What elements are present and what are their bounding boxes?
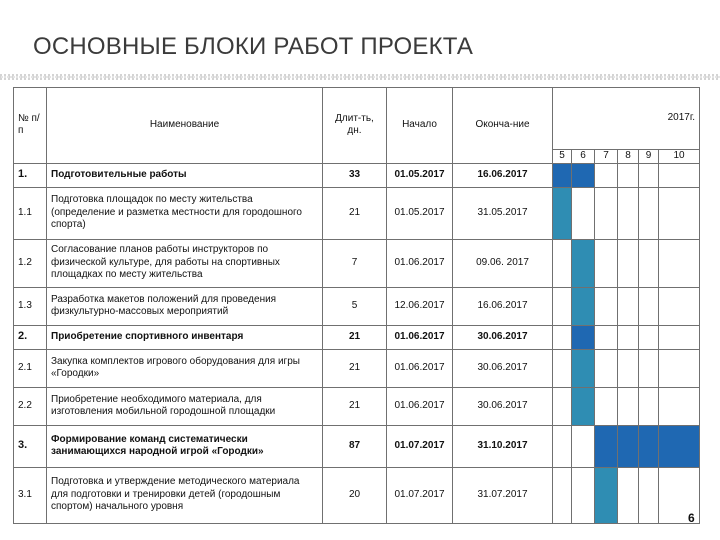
table-row bbox=[14, 287, 700, 325]
task-number: 3.1 bbox=[14, 467, 47, 523]
gantt-cell bbox=[639, 349, 659, 387]
task-start-date: 01.06.2017 bbox=[387, 387, 453, 425]
gantt-cell bbox=[595, 287, 618, 325]
gantt-cell bbox=[618, 287, 639, 325]
task-name: Приобретение спортивного инвентаря bbox=[47, 325, 323, 349]
table-row bbox=[14, 239, 700, 287]
gantt-bar bbox=[553, 163, 572, 187]
gantt-bar bbox=[572, 287, 595, 325]
gantt-cell bbox=[553, 425, 572, 467]
gantt-cell bbox=[659, 163, 700, 187]
task-duration: 21 bbox=[323, 349, 387, 387]
gantt-bar bbox=[595, 467, 618, 523]
task-name: Формирование команд систематически занимающихся народной игрой «Городки» bbox=[47, 425, 323, 467]
task-duration: 87 bbox=[323, 425, 387, 467]
task-start-date: 01.07.2017 bbox=[387, 425, 453, 467]
month-label: 9 bbox=[639, 150, 659, 164]
month-label: 5 bbox=[553, 150, 572, 164]
task-name: Согласование планов работы инструкторов по физической культуре, для работы на спортивных площадках по месту жительства bbox=[47, 239, 323, 287]
gantt-cell bbox=[618, 349, 639, 387]
gantt-bar bbox=[553, 187, 572, 239]
gantt-cell bbox=[595, 239, 618, 287]
gantt-cell bbox=[595, 187, 618, 239]
task-number: 1.2 bbox=[14, 239, 47, 287]
task-duration: 33 bbox=[323, 163, 387, 187]
gantt-cell bbox=[618, 467, 639, 523]
gantt-cell bbox=[553, 325, 572, 349]
month-label: 10 bbox=[659, 150, 700, 164]
task-name: Подготовка площадок по месту жительства (определение и разметка местности для городошного спорта) bbox=[47, 187, 323, 239]
task-end-date: 30.06.2017 bbox=[453, 325, 553, 349]
gantt-cell bbox=[595, 325, 618, 349]
task-number: 2.2 bbox=[14, 387, 47, 425]
page-title: ОСНОВНЫЕ БЛОКИ РАБОТ ПРОЕКТА bbox=[33, 33, 474, 60]
task-end-date: 30.06.2017 bbox=[453, 349, 553, 387]
gantt-cell bbox=[595, 163, 618, 187]
gantt-cell bbox=[595, 349, 618, 387]
gantt-cell bbox=[659, 349, 700, 387]
task-end-date: 16.06.2017 bbox=[453, 287, 553, 325]
gantt-cell bbox=[553, 387, 572, 425]
task-start-date: 01.05.2017 bbox=[387, 163, 453, 187]
task-start-date: 01.07.2017 bbox=[387, 467, 453, 523]
gantt-cell bbox=[618, 239, 639, 287]
gantt-cell bbox=[659, 187, 700, 239]
gantt-cell bbox=[659, 325, 700, 349]
task-duration: 21 bbox=[323, 387, 387, 425]
task-end-date: 16.06.2017 bbox=[453, 163, 553, 187]
task-duration: 21 bbox=[323, 187, 387, 239]
gantt-cell bbox=[553, 239, 572, 287]
month-label: 7 bbox=[595, 150, 618, 164]
task-number: 1.1 bbox=[14, 187, 47, 239]
table-row bbox=[14, 325, 700, 349]
header-duration: Длит-ть, дн. bbox=[323, 88, 387, 164]
gantt-cell bbox=[639, 467, 659, 523]
task-end-date: 31.05.2017 bbox=[453, 187, 553, 239]
gantt-cell bbox=[639, 187, 659, 239]
task-duration: 21 bbox=[323, 325, 387, 349]
task-number: 2.1 bbox=[14, 349, 47, 387]
gantt-cell bbox=[659, 239, 700, 287]
gantt-cell bbox=[639, 239, 659, 287]
task-name: Подготовка и утверждение методического материала для подготовки и тренировки детей (городошным спортом) начального уровня bbox=[47, 467, 323, 523]
page-number: 6 bbox=[688, 511, 695, 525]
header-num: № п/п bbox=[14, 88, 47, 164]
gantt-cell bbox=[553, 467, 572, 523]
gantt-bar bbox=[659, 425, 700, 467]
gantt-cell bbox=[659, 287, 700, 325]
gantt-cell bbox=[639, 287, 659, 325]
task-end-date: 31.10.2017 bbox=[453, 425, 553, 467]
task-start-date: 12.06.2017 bbox=[387, 287, 453, 325]
task-duration: 5 bbox=[323, 287, 387, 325]
task-name: Приобретение необходимого материала, для изготовления мобильной городошной площадки bbox=[47, 387, 323, 425]
gantt-bar bbox=[618, 425, 639, 467]
task-name: Закупка комплектов игрового оборудования для игры «Городки» bbox=[47, 349, 323, 387]
gantt-bar bbox=[572, 163, 595, 187]
gantt-bar bbox=[572, 349, 595, 387]
gantt-cell bbox=[618, 187, 639, 239]
gantt-cell bbox=[572, 425, 595, 467]
task-duration: 7 bbox=[323, 239, 387, 287]
table-row bbox=[14, 187, 700, 239]
task-name: Разработка макетов положений для проведения физкультурно-массовых мероприятий bbox=[47, 287, 323, 325]
task-end-date: 09.06. 2017 bbox=[453, 239, 553, 287]
header-row bbox=[14, 88, 700, 150]
task-number: 3. bbox=[14, 425, 47, 467]
gantt-cell bbox=[618, 325, 639, 349]
gantt-cell bbox=[553, 349, 572, 387]
task-start-date: 01.05.2017 bbox=[387, 187, 453, 239]
gantt-cell bbox=[618, 163, 639, 187]
task-start-date: 01.06.2017 bbox=[387, 239, 453, 287]
gantt-cell bbox=[659, 387, 700, 425]
gantt-bar bbox=[595, 425, 618, 467]
gantt-cell bbox=[553, 287, 572, 325]
task-number: 1. bbox=[14, 163, 47, 187]
gantt-bar bbox=[572, 387, 595, 425]
table-row bbox=[14, 163, 700, 187]
task-number: 2. bbox=[14, 325, 47, 349]
task-number: 1.3 bbox=[14, 287, 47, 325]
task-duration: 20 bbox=[323, 467, 387, 523]
table-row bbox=[14, 387, 700, 425]
task-start-date: 01.06.2017 bbox=[387, 349, 453, 387]
gantt-cell bbox=[572, 467, 595, 523]
gantt-bar bbox=[572, 325, 595, 349]
gantt-cell bbox=[618, 387, 639, 425]
header-end: Оконча-ние bbox=[453, 88, 553, 164]
project-plan-table bbox=[13, 87, 700, 524]
header-name: Наименование bbox=[47, 88, 323, 164]
task-end-date: 30.06.2017 bbox=[453, 387, 553, 425]
task-start-date: 01.06.2017 bbox=[387, 325, 453, 349]
gantt-cell bbox=[639, 325, 659, 349]
table-row bbox=[14, 467, 700, 523]
gantt-cell bbox=[595, 387, 618, 425]
month-label: 8 bbox=[618, 150, 639, 164]
title-divider bbox=[0, 74, 720, 80]
month-label: 6 bbox=[572, 150, 595, 164]
task-end-date: 31.07.2017 bbox=[453, 467, 553, 523]
header-start: Начало bbox=[387, 88, 453, 164]
gantt-bar bbox=[639, 425, 659, 467]
gantt-cell bbox=[572, 187, 595, 239]
table-row bbox=[14, 425, 700, 467]
table-row bbox=[14, 349, 700, 387]
header-year: 2017г. bbox=[553, 88, 700, 150]
gantt-bar bbox=[572, 239, 595, 287]
gantt-cell bbox=[639, 163, 659, 187]
task-name: Подготовительные работы bbox=[47, 163, 323, 187]
gantt-cell bbox=[639, 387, 659, 425]
